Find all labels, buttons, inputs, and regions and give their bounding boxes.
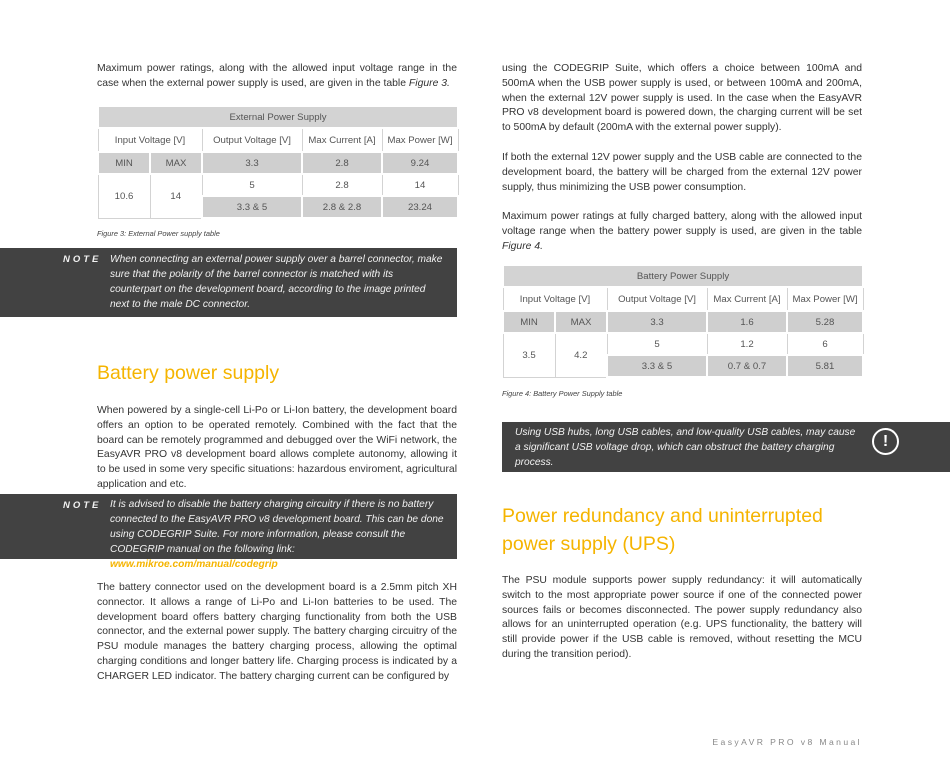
table-cell: 23.24	[382, 196, 458, 218]
table-cell: 3.3	[607, 311, 707, 333]
footer-manual-title: EasyAVR PRO v8 Manual	[712, 737, 862, 747]
charging-current-paragraph: using the CODEGRIP Suite, which offers a choice between 100mA and 500mA when the USB power supply is used, or between 100mA and 200mA, when the external 12V power supply is used. In the case when the EasyAVR PRO v8 development board is powered down, the charging current will be set to 500mA by default (200mA with the external power supply).	[502, 63, 862, 134]
battery-paragraph: When powered by a single-cell Li-Po or Li-Ion battery, the development board offers an option to be operated remotely. Combined with the fact that the board can be remotely programmed and debugged over the WiFi network, the EasyAVR PRO v8 development board allows complete autonomy, allowing it to be used in some very specific situations: hazardous enviroment, agricultural application and etc.	[97, 405, 457, 490]
table-title: Battery Power Supply	[503, 265, 863, 287]
heading-line: power supply (UPS)	[502, 533, 676, 555]
external-power-table	[97, 105, 459, 219]
intro-paragraph	[97, 62, 457, 92]
max-label: MAX	[555, 311, 607, 333]
dual-supply-paragraph: If both the external 12V power supply and the USB cable are connected to the development board, the battery will be charged from the external 12V power supply, thus minimizing the USB power consumption.	[502, 152, 862, 193]
header-max-power: Max Power [W]	[787, 287, 863, 311]
heading-line: Power redundancy and uninterrupted	[502, 505, 823, 527]
battery-connector-paragraph: The battery connector used on the development board is a 2.5mm pitch XH connector. It allows a range of Li-Po and Li-Ion batteries to be used. The development board offers battery charging functionality from both the USB connector, and the external power supply. The battery charging circuitry of the PSU module manages the battery charging process, allowing the optimal charging conditions and longer battery life. Charging process is indicated by a CHARGER LED indicator. The battery charging current can be configured by	[97, 582, 457, 682]
table-cell: 3.3 & 5	[607, 355, 707, 377]
table-cell: 2.8	[302, 174, 382, 196]
warning-icon: !	[872, 428, 899, 455]
header-output-voltage: Output Voltage [V]	[607, 287, 707, 311]
input-min-value: 3.5	[503, 333, 555, 377]
input-max-value: 4.2	[555, 333, 607, 377]
note-label: NOTE	[63, 254, 102, 265]
battery-ratings-text: Maximum power ratings at fully charged battery, along with the allowed input voltage range when the battery power supply is used, are given in the table	[502, 211, 862, 237]
max-label: MAX	[150, 152, 202, 174]
table-cell: 1.6	[707, 311, 787, 333]
warning-box	[502, 422, 950, 472]
header-output-voltage: Output Voltage [V]	[202, 128, 302, 152]
codegrip-manual-link[interactable]: www.mikroe.com/manual/codegrip	[110, 559, 278, 570]
table-cell: 2.8 & 2.8	[302, 196, 382, 218]
table-cell: 14	[382, 174, 458, 196]
input-max-value: 14	[150, 174, 202, 218]
table-title: External Power Supply	[98, 106, 458, 128]
header-max-current: Max Current [A]	[302, 128, 382, 152]
header-input-voltage: Input Voltage [V]	[503, 287, 607, 311]
min-label: MIN	[503, 311, 555, 333]
note-box-charging	[0, 494, 457, 570]
header-max-current: Max Current [A]	[707, 287, 787, 311]
table-cell: 5.28	[787, 311, 863, 333]
note-body: It is advised to disable the battery charging circuitry if there is no battery connected to the EasyAVR PRO v8 development board. This can be done using CODEGRIP Suite. For more information, please consult the CODEGRIP manual on the following link:	[110, 499, 444, 555]
table-cell: 5.81	[787, 355, 863, 377]
redundancy-paragraph: The PSU module supports power supply redundancy: it will automatically switch to the most appropriate power source if one of the connected power sources fails or becomes disconnected. The power supply redundancy also allows for an uninterrupted operation (e.g. UPS functionality, the battery will still provide power if the USB cable is removed, without resetting the MCU during the transition period).	[502, 575, 862, 660]
table-cell: 9.24	[382, 152, 458, 174]
heading-battery-power-supply: Battery power supply	[97, 362, 280, 384]
min-label: MIN	[98, 152, 150, 174]
header-max-power: Max Power [W]	[382, 128, 458, 152]
table-cell: 6	[787, 333, 863, 355]
figure-ref: Figure 4.	[502, 240, 544, 252]
heading-power-redundancy	[502, 502, 862, 558]
figure4-caption: Figure 4: Battery Power Supply table	[502, 389, 623, 398]
input-min-value: 10.6	[98, 174, 150, 218]
intro-text: Maximum power ratings, along with the allowed input voltage range in the case when the external power supply is used, are given in the table	[97, 63, 457, 89]
figure-ref: Figure 3.	[408, 77, 450, 89]
header-input-voltage: Input Voltage [V]	[98, 128, 202, 152]
note-label: NOTE	[63, 500, 102, 511]
table-cell: 1.2	[707, 333, 787, 355]
table-cell: 0.7 & 0.7	[707, 355, 787, 377]
warning-text: Using USB hubs, long USB cables, and low-quality USB cables, may cause a significant USB voltage drop, which can obstruct the battery charging process.	[515, 427, 856, 468]
table-cell: 3.3	[202, 152, 302, 174]
note-box-barrel	[0, 248, 457, 317]
note-text: When connecting an external power supply over a barrel connector, make sure that the polarity of the barrel connector is matched with its counterpart on the development board, according to the image printed next to the male DC connector.	[110, 254, 443, 310]
table-cell: 3.3 & 5	[202, 196, 302, 218]
table-cell: 2.8	[302, 152, 382, 174]
note-text	[110, 497, 446, 572]
battery-ratings-paragraph	[502, 210, 862, 254]
figure3-caption: Figure 3: External Power supply table	[97, 229, 220, 238]
battery-power-table	[502, 264, 864, 378]
table-cell: 5	[202, 174, 302, 196]
table-cell: 5	[607, 333, 707, 355]
